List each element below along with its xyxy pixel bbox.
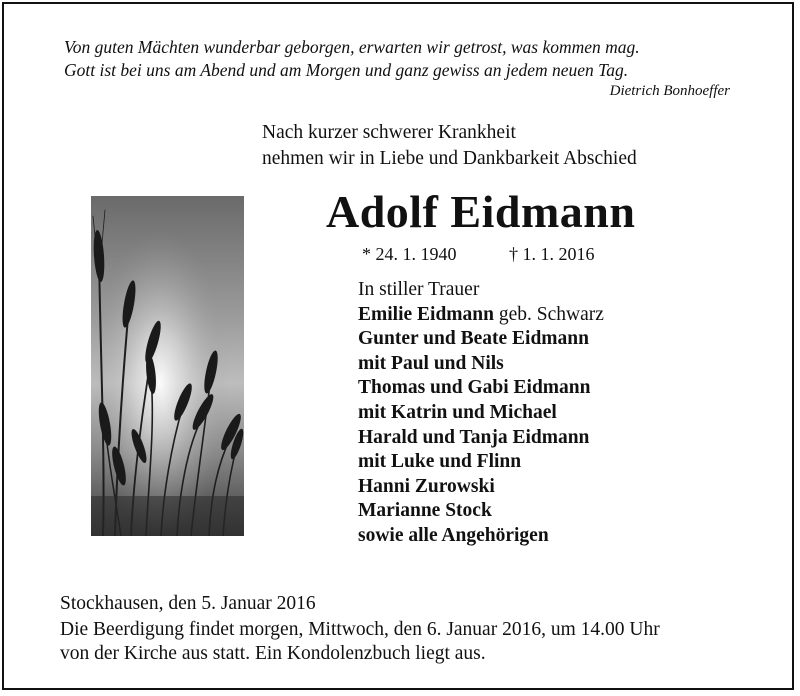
list-item: mit Luke und Flinn bbox=[358, 451, 522, 473]
poem-line-2: Gott ist bei uns am Abend und am Morgen und ganz gewiss an jedem neuen Tag. bbox=[64, 60, 629, 80]
mourner-widow bbox=[358, 303, 604, 328]
list-item: Marianne Stock bbox=[358, 500, 492, 522]
list-item: Thomas und Gabi Eidmann bbox=[358, 377, 591, 399]
deceased-name: Adolf Eidmann bbox=[326, 186, 636, 237]
funeral-notice bbox=[60, 592, 660, 667]
funeral-line-1: Die Beerdigung findet morgen, Mittwoch, den 6. Januar 2016, um 14.00 Uhr bbox=[60, 618, 660, 640]
mourner-widow-name: Emilie Eidmann bbox=[358, 303, 494, 325]
list-item: mit Katrin und Michael bbox=[358, 401, 557, 423]
birth-date: * 24. 1. 1940 bbox=[362, 244, 457, 264]
poem-author: Dietrich Bonhoeffer bbox=[609, 83, 730, 99]
poem-quote bbox=[64, 36, 732, 101]
place-date: Stockhausen, den 5. Januar 2016 bbox=[60, 593, 316, 614]
intro-text bbox=[262, 120, 637, 172]
wheat-photo bbox=[91, 196, 244, 536]
intro-line-2: nehmen wir in Liebe und Dankbarkeit Abschied bbox=[262, 148, 637, 169]
mourners-heading: In stiller Trauer bbox=[358, 279, 480, 300]
intro-line-1: Nach kurzer schwerer Krankheit bbox=[262, 122, 516, 143]
list-item: Hanni Zurowski bbox=[358, 475, 495, 497]
list-item: mit Paul und Nils bbox=[358, 352, 504, 374]
mourner-widow-maiden: geb. Schwarz bbox=[494, 303, 604, 325]
poem-line-1: Von guten Mächten wunderbar geborgen, erwarten wir getrost, was kommen mag. bbox=[64, 37, 640, 57]
death-date: † 1. 1. 2016 bbox=[509, 244, 595, 264]
mourners-list bbox=[358, 278, 604, 549]
list-item: Gunter und Beate Eidmann bbox=[358, 328, 589, 350]
list-item: sowie alle Angehörigen bbox=[358, 524, 549, 546]
list-item: Harald und Tanja Eidmann bbox=[358, 426, 590, 448]
funeral-line-2: von der Kirche aus statt. Ein Kondolenzbuch liegt aus. bbox=[60, 643, 486, 664]
